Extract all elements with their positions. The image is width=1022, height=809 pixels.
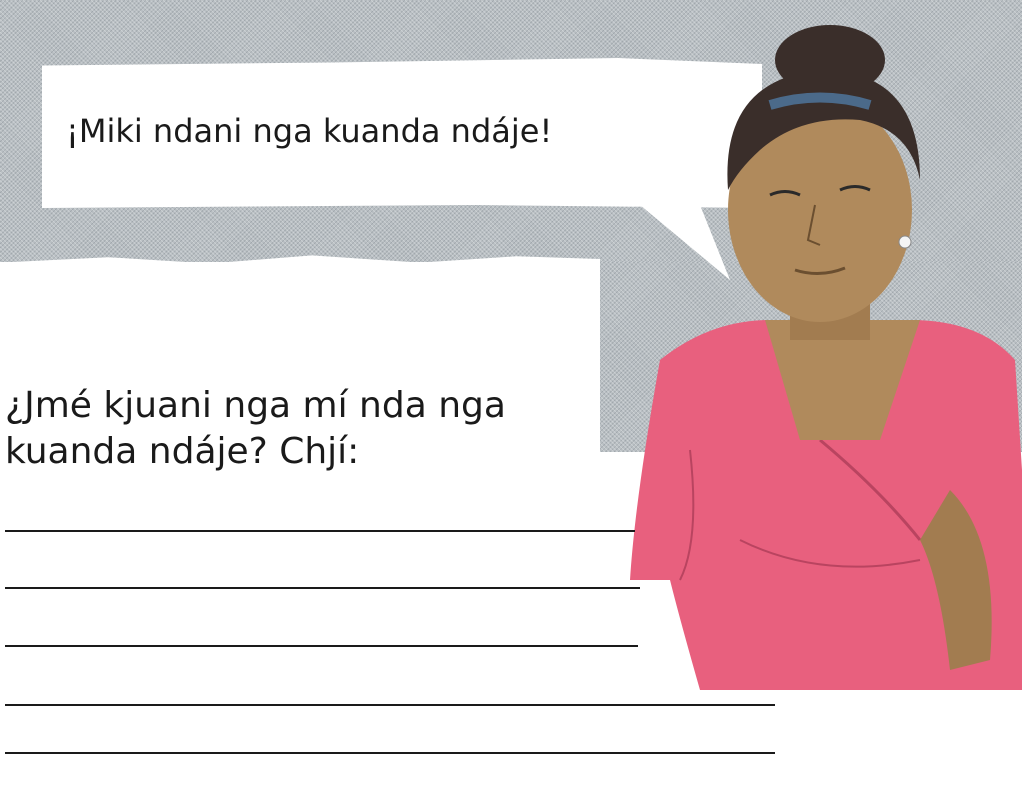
question-line-2: kuanda ndáje? Chjí: — [5, 431, 360, 472]
woman-illustration — [620, 20, 1022, 690]
answer-line[interactable] — [5, 587, 640, 589]
answer-line[interactable] — [5, 530, 635, 532]
question-line-1: ¿Jmé kjuani nga mí nda nga — [5, 385, 506, 426]
question-text — [5, 383, 506, 475]
answer-line[interactable] — [5, 752, 775, 754]
speech-bubble-text: ¡Miki ndani nga kuanda ndáje! — [66, 112, 553, 150]
answer-line[interactable] — [5, 645, 638, 647]
answer-line[interactable] — [5, 704, 775, 706]
torn-paper-area — [0, 250, 600, 340]
